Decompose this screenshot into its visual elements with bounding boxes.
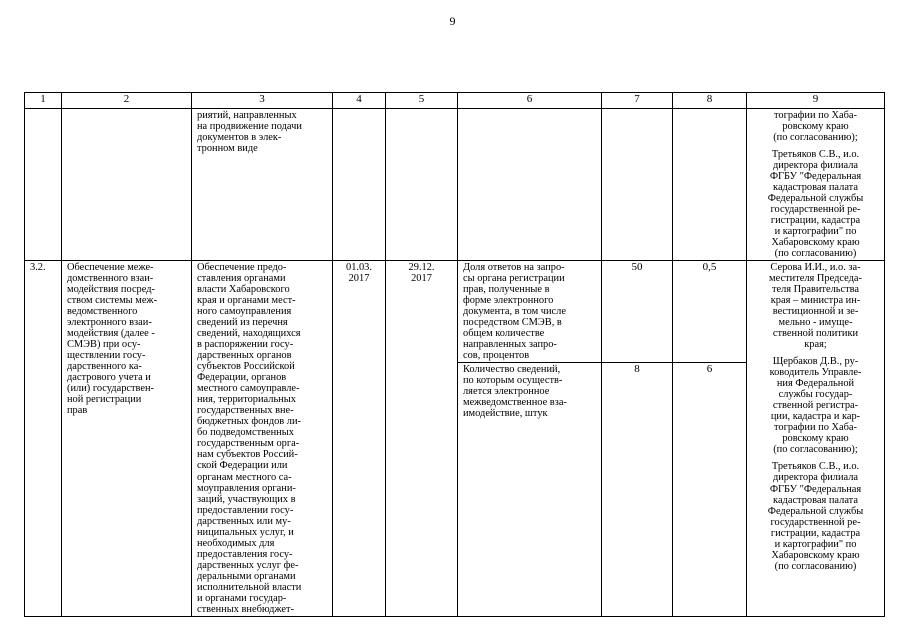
continued-responsible-cell <box>747 109 885 261</box>
row-number: 3.2. <box>25 261 62 617</box>
header-col-1: 1 <box>25 93 62 109</box>
activity-description: Обеспечение предо- ставления органами власти Хабаровского края и органами мест- ного самоуправления сведений из перечня сведений, находящихся в распоряжении госу- дарственных органов субъектов Российской Федерации, органов местного самоуправле- ния, территориальных государственных вне- бюджетных фондов ли- бо подведомственных государственным орга- нам субъектов Россий- ской Федерации или органам местного са- моуправления органи- заций, участвующих в предоставлении госу- дарственных или му- ниципальных услуг, и необходимых для предоставления госу- дарственных услуг фе- деральными органами исполнительной власти и органами государ- ственных внебюджет- <box>192 261 333 617</box>
indicator-2-col7: 8 <box>602 363 673 616</box>
header-col-6: 6 <box>458 93 602 109</box>
responsible-c: Третьяков С.В., и.о. директора филиала ФГБУ "Федеральная кадастровая палата Федеральной службы государственной ре- гистрации, кадастра и картографии" по Хабаровскому краю (по согласованию) <box>767 461 864 572</box>
header-col-2: 2 <box>62 93 192 109</box>
event-name: Обеспечение меже- домственного взаи- модействия посред- ством системы меж- ведомственного электронного взаи- модействия (далее - СМЭВ) при осу- ществлении госу- дарственного ка- дастрового учета и (или) государствен- ной регистрации прав <box>62 261 192 617</box>
start-date: 01.03. 2017 <box>333 261 386 617</box>
indicator-2-text: Количество сведений, по которым осуществ- ляется электронное межведомственное вза- имодействие, штук <box>458 363 602 616</box>
indicator-1-col8: 0,5 <box>673 261 747 363</box>
responsible-cell <box>747 261 885 617</box>
responsible-b: Щербаков Д.В., ру- ководитель Управле- ния Федеральной службы государ- ственной регистра- ции, кадастра и кар- тографии по Хаба- ровскому краю (по согласованию); <box>769 356 862 456</box>
continued-responsible-b: Третьяков С.В., и.о. директора филиала ФГБУ "Федеральная кадастровая палата Федеральной службы государственной ре- гистрации, кадастра и картографии" по Хабаровскому краю (по согласованию) <box>767 149 864 260</box>
continued-activity-text: риятий, направленных на продвижение подачи документов в элек- тронном виде <box>192 109 333 261</box>
responsible-a: Серова И.И., и.о. за- местителя Председа- теля Правительства края – министра ин- вестиционной и зе- мельно - имуще- ственной политики края; <box>769 262 862 351</box>
indicator-1-col7: 50 <box>602 261 673 363</box>
header-row <box>25 93 885 109</box>
header-col-9: 9 <box>747 93 885 109</box>
header-col-7: 7 <box>602 93 673 109</box>
header-col-4: 4 <box>333 93 386 109</box>
header-col-5: 5 <box>386 93 458 109</box>
plan-table <box>24 92 885 617</box>
table-row-3-2 <box>25 261 885 363</box>
indicator-1-text: Доля ответов на запро- сы органа регистрации прав, полученные в форме электронного документа, в том числе посредством СМЭВ, в общем количестве направленных запро- сов, процентов <box>458 261 602 363</box>
header-col-3: 3 <box>192 93 333 109</box>
indicator-2-col8: 6 <box>673 363 747 616</box>
continued-responsible-a: тографии по Хаба- ровскому краю (по согласованию); <box>773 110 858 144</box>
header-col-8: 8 <box>673 93 747 109</box>
table-row-continued <box>25 109 885 261</box>
page-number: 9 <box>449 14 456 28</box>
end-date: 29.12. 2017 <box>386 261 458 617</box>
